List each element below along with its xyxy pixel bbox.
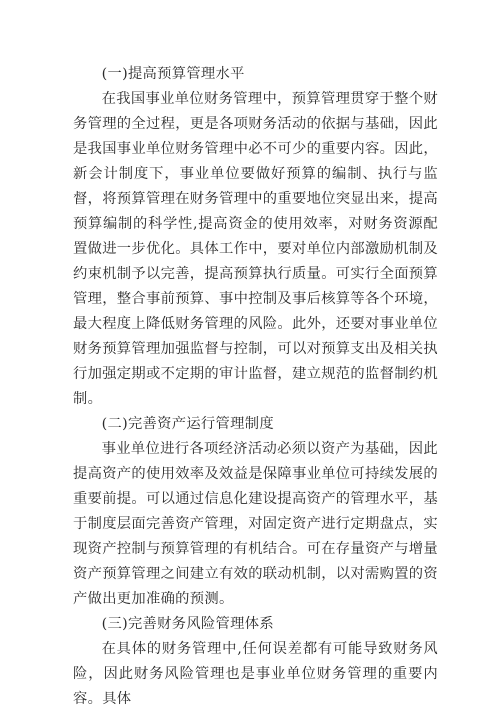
section-body-3: 在具体的财务管理中,任何误差都有可能导致财务风险，因此财务风险管理也是事业单位财务管理的重要内容。具体: [73, 641, 438, 707]
section-heading-2: (二)完善资产运行管理制度: [101, 416, 274, 432]
section-body-1: 在我国事业单位财务管理中，预算管理贯穿于整个财务管理的全过程，更是各项财务活动的依据与基础，因此是我国事业单位财务管理中必不可少的重要内容。因此，新会计制度下，事业单位要做好预算的编制、执行与监督，将预算管理在财务管理中的重要地位突显出来，提高预算编制的科学性,提高资金的使用效率，对财务资源配置做进一步优化。具体工作中，要对单位内部激励机制及约束机制予以完善，提高预算执行质量。可实行全面预算管理，整合事前预算、事中控制及事后核算等各个环境，最大程度上降低财务管理的风险。此外，还要对事业单位财务预算管理加强监督与控制，可以对预算支出及相关执行加强定期或不定期的审计监督，建立规范的监督制约机制。: [73, 91, 438, 407]
section-body-2: 事业单位进行各项经济活动必须以资产为基础，因此提高资产的使用效率及效益是保障事业单位可持续发展的重要前提。可以通过信息化建设提高资产的管理水平，基于制度层面完善资产管理，对固定资产进行定期盘点，实现资产控制与预算管理的有机结合。可在存量资产与增量资产预算管理之间建立有效的联动机制，以对需购置的资产做出更加准确的预测。: [73, 441, 438, 607]
section-heading-1: (一)提高预算管理水平: [101, 66, 245, 82]
section-heading-3: (三)完善财务风险管理体系: [101, 616, 274, 632]
